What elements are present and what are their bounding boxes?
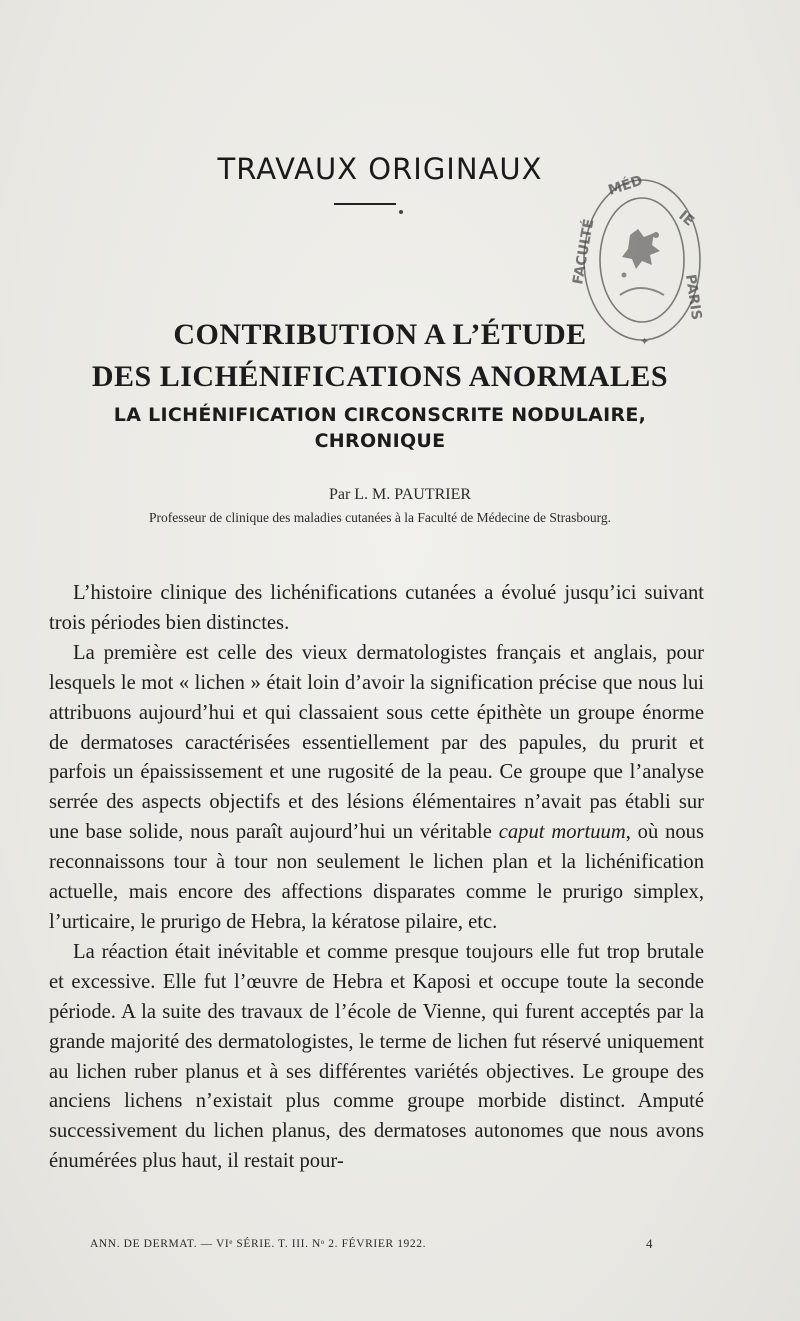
section-heading: TRAVAUX ORIGINAUX [217, 152, 543, 186]
article-title-line1: CONTRIBUTION A L’ÉTUDE [173, 318, 587, 351]
paragraph-1: L’histoire clinique des lichénifications cutanées a évolué jusqu’ici suivant trois périodes bien distinctes. [49, 582, 704, 634]
svg-text:IE: IE [675, 207, 698, 230]
svg-text:✦: ✦ [640, 335, 650, 348]
article-body [49, 579, 704, 1177]
journal-footer: ANN. DE DERMAT. — VIᵉ SÉRIE. T. III. Nᵒ 2. FÉVRIER 1922. [90, 1238, 427, 1250]
article-subtitle-line2: CHRONIQUE [314, 430, 446, 452]
svg-text:MÉD: MÉD [606, 172, 645, 199]
page-number: 4 [646, 1236, 653, 1251]
article-subtitle-line1: LA LICHÉNIFICATION CIRCONSCRITE NODULAIRE, [113, 404, 647, 426]
paragraph-2-text: La première est celle des vieux dermatologistes français et anglais, pour lesquels le mot « lichen » était loin d’avoir la signification précise que nous lui attribuons aujourd’hui et qui classaient sous cette épithète un groupe énorme de dermatoses caractérisées essentiellement par des papules, du prurit et parfois un épaississement et une rugosité de la peau. Ce groupe que l’analyse serrée des aspects objectifs et des lésions élémentaires n’avait pas établi sur une base solide, nous paraît aujourd’hui un véritable caput mortuum, où nous reconnaissons tour à tour non seulement le lichen plan et la lichénification actuelle, mais encore des affections disparates comme le prurigo simplex, l’urticaire, le prurigo de Hebra, la kératose pilaire, etc. [49, 641, 704, 933]
article-title-line2: DES LICHÉNIFICATIONS ANORMALES [91, 360, 669, 393]
paragraph-3: La réaction était inévitable et comme presque toujours elle fut trop brutale et excessive. Elle fut l’œuvre de Hebra et Kaposi et occupe toute la seconde période. A la suite des travaux de l’école de Vienne, qui furent acceptés par la grande majorité des dermatologistes, le terme de lichen fut réservé uniquement au lichen ruber planus et à ses différentes variétés objectives. Le groupe des anciens lichens n’existait plus comme groupe morbide distinct. Amputé successivement du lichen planus, des dermatoses autonomes que nous avons énumérées plus haut, il restait pour- [49, 940, 704, 1173]
author-affiliation: Professeur de clinique des maladies cutanées à la Faculté de Médecine de Strasbourg. [149, 510, 611, 525]
heading-dot [399, 210, 403, 214]
svg-text:FACULTÉ: FACULTÉ [570, 217, 598, 286]
heading-rule [334, 203, 396, 205]
paragraph-2 [49, 639, 704, 938]
author-line: Par L. M. PAUTRIER [328, 486, 472, 503]
svg-text:PARIS: PARIS [682, 273, 705, 322]
italic-caput-mortuum: caput mortuum [498, 821, 626, 844]
